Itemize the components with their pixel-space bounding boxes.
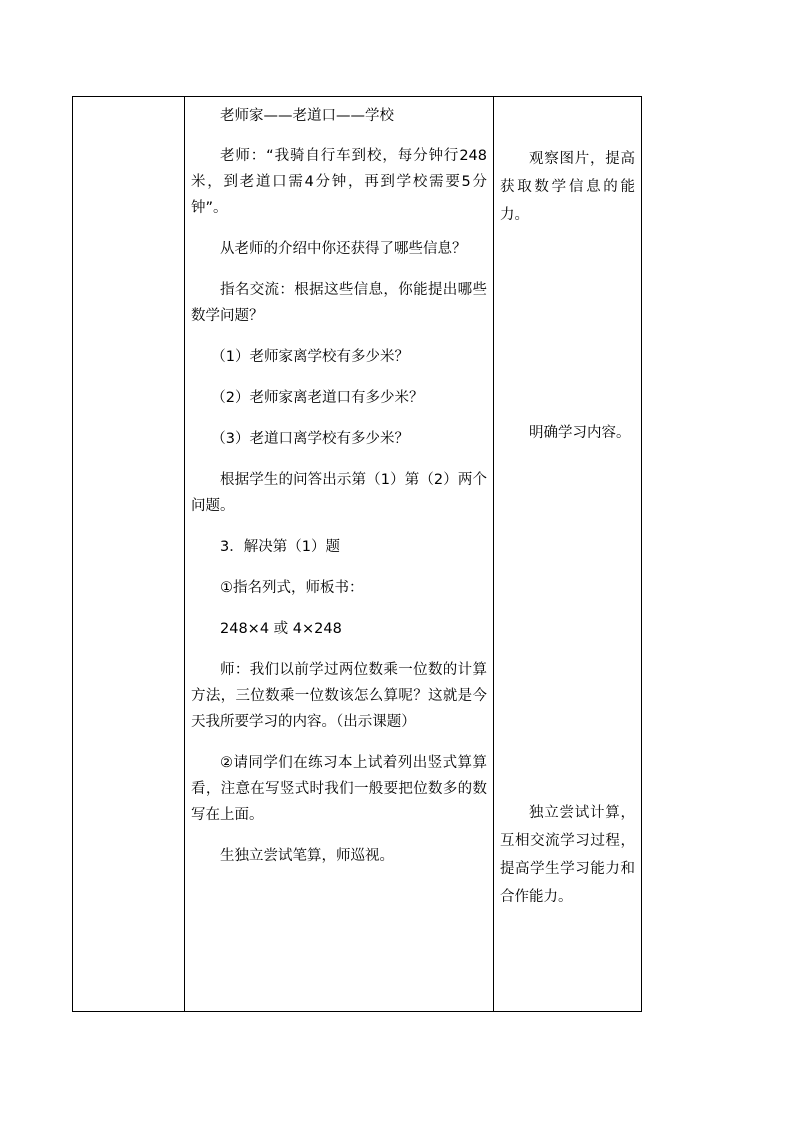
route-text: 老师家——老道口——学校: [220, 108, 394, 124]
question-info: 从老师的介绍中你还获得了哪些信息？: [220, 241, 467, 257]
design-note-2: 明确学习内容。: [529, 425, 631, 441]
show-questions-text: 根据学生的问答出示第（1）第（2）两个问题。: [191, 472, 487, 514]
design-note-3: 独立尝试计算，互相交流学习过程，提高学生学习能力和合作能力。: [500, 805, 635, 905]
design-intent-cell: [494, 97, 642, 1012]
left-column-cell: [73, 97, 185, 1012]
question-2: （2）老师家离老道口有多少米？: [211, 390, 424, 406]
formula-text: 248×4 或 4×248: [220, 621, 342, 637]
students-text: 生独立尝试笔算，师巡视。: [220, 848, 394, 864]
step-3-heading: 3．解决第（1）题: [220, 539, 340, 555]
step-3-b: ②请同学们在练习本上试着列出竖式算算看，注意在写竖式时我们一般要把位数多的数写在上面。: [191, 755, 487, 823]
design-note-1: 观察图片，提高获取数学信息的能力。: [500, 151, 635, 223]
exchange-text: 指名交流：根据这些信息，你能提出哪些数学问题？: [191, 282, 487, 324]
question-3: （3）老道口离学校有多少米？: [211, 431, 410, 447]
question-1: （1）老师家离学校有多少米？: [211, 349, 410, 365]
lesson-plan-table: [72, 96, 642, 1012]
step-3-a: ①指名列式，师板书：: [220, 580, 364, 596]
table-row: [73, 97, 642, 1012]
teaching-process-cell: [185, 97, 494, 1012]
teacher-talk: 师：我们以前学过两位数乘一位数的计算方法，三位数乘一位数该怎么算呢？这就是今天我所要学习的内容。（出示课题）: [191, 662, 487, 730]
teacher-intro: 老师：“我骑自行车到校，每分钟行248米，到老道口需4分钟，再到学校需要5分钟”。: [191, 148, 487, 216]
